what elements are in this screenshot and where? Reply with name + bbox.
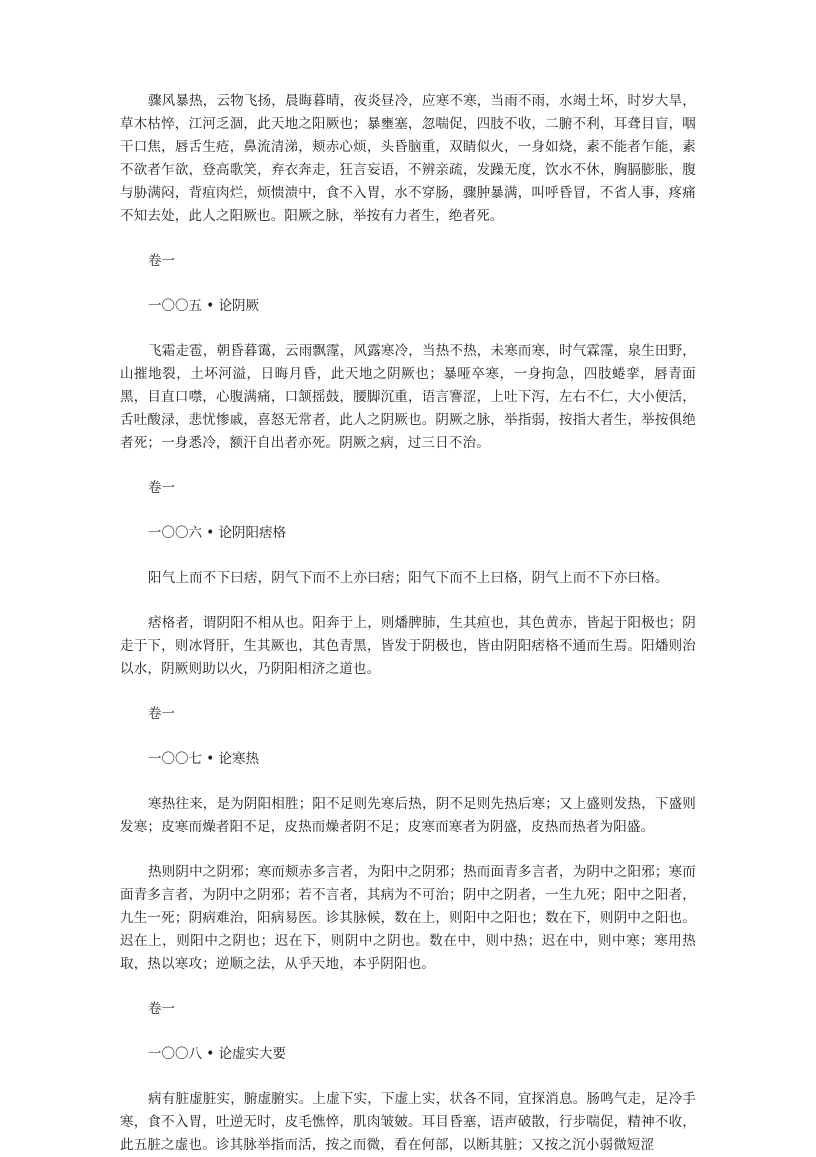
volume-label: 卷一 <box>148 706 175 722</box>
paragraph-cold-heat-2: 热则阴中之阴邪；寒而颊赤多言者，为阳中之阴邪；热而面青多言者，为阴中之阳邪；寒而面青多言者，为阴中之阴邪；若不言者，其病为不可治；阴中之阴者，一生九死；阳中之阳者，九生一死；阴病难治，阳病易医。诊其脉候，数在上，则阳中之阳也；数在下，则阴中之阳也。迟在上，则阳中之阴也；迟在下，则阴中之阴也。数在中，则中热；迟在中，则中寒；寒用热取，热以寒攻；逆顺之法，从乎天地，本乎阴阳也。 <box>120 864 696 972</box>
section-heading-1005: 一〇〇五 • 论阴厥 <box>148 298 260 314</box>
paragraph-yin-jue: 飞霜走雹，朝昏暮霭，云雨飘霪，风露寒冷，当热不热，未寒而寒，时气霖霪，泉生田野，山摧地裂，土坏河溢，日晦月昏，此天地之阴厥也；暴哑卒寒，一身拘急，四肢蜷挛，唇青面黑，目直口噤，心腹满痛，口颔摇鼓，腰脚沉重，语言謇涩，上吐下泻，左右不仁，大小便活，舌吐酸渌，悲忧惨戚，喜怒无常者，此人之阴厥也。阴厥之脉，举指弱，按指大者生，举按俱绝者死；一身悉冷，额汗自出者亦死。阴厥之病，过三日不治。 <box>120 343 696 451</box>
paragraph-deficiency-excess: 病有脏虚脏实，腑虚腑实。上虚下实，下虚上实，状各不同，宜探消息。肠鸣气走，足冷手寒，食不入胃，吐逆无时，皮毛憔悴，肌肉皱皴。耳目昏塞，语声破散，行步喘促，精神不收，此五脏之虚也。诊其脉举指而活，按之而微，看在何部，以断其脏；又按之沉小弱微短涩 <box>120 1091 696 1153</box>
paragraph-pi-ge-definition: 阳气上而不下曰痞，阴气下而不上亦曰痞；阳气下而不上曰格，阴气上而不下亦曰格。 <box>148 570 669 586</box>
paragraph-yang-jue: 骤风暴热，云物飞扬，晨晦暮晴，夜炎昼冷，应寒不寒，当雨不雨，水竭土坏，时岁大旱，草木枯悴，江河乏涸，此天地之阳厥也；暴壅塞，忽喘促，四肢不收，二腑不利，耳聋目盲，咽干口焦，唇舌生疮，鼻流清涕，颊赤心烦，头昏脑重，双睛似火，一身如烧，素不能者乍能，素不欲者乍欲，登高歌笑，弃衣奔走，狂言妄语，不辨亲疏，发躁无度，饮水不休，胸膈膨胀，腹与胁满闷，背疽肉烂，烦愦溃中，食不入胃，水不穿肠，骤肿暴满，叫呼昏冒，不省人事，疼痛不知去处，此人之阳厥也。阳厥之脉，举按有力者生，绝者死。 <box>120 93 696 224</box>
section-heading-1007: 一〇〇七 • 论寒热 <box>148 751 260 767</box>
paragraph-cold-heat-1: 寒热往来，是为阴阳相胜；阳不足则先寒后热，阴不足则先热后寒；又上盛则发热，下盛则发寒；皮寒而燥者阳不足，皮热而燥者阴不足；皮寒而寒者为阴盛，皮热而热者为阳盛。 <box>120 796 696 835</box>
paragraph-pi-ge-explanation: 痞格者，谓阴阳不相从也。阳奔于上，则燔脾肺，生其疸也，其色黄赤，皆起于阳极也；阴走于下，则冰肾肝，生其厥也，其色青黑，皆发于阴极也，皆由阴阳痞格不通而生焉。阳燔则治以水，阴厥则助以火，乃阴阳相济之道也。 <box>120 615 696 677</box>
section-heading-1006: 一〇〇六 • 论阴阳痞格 <box>148 525 287 541</box>
section-heading-1008: 一〇〇八 • 论虚实大要 <box>148 1046 287 1062</box>
volume-label: 卷一 <box>148 253 175 269</box>
volume-label: 卷一 <box>148 1001 175 1017</box>
document-page <box>120 90 696 1157</box>
volume-label: 卷一 <box>148 480 175 496</box>
